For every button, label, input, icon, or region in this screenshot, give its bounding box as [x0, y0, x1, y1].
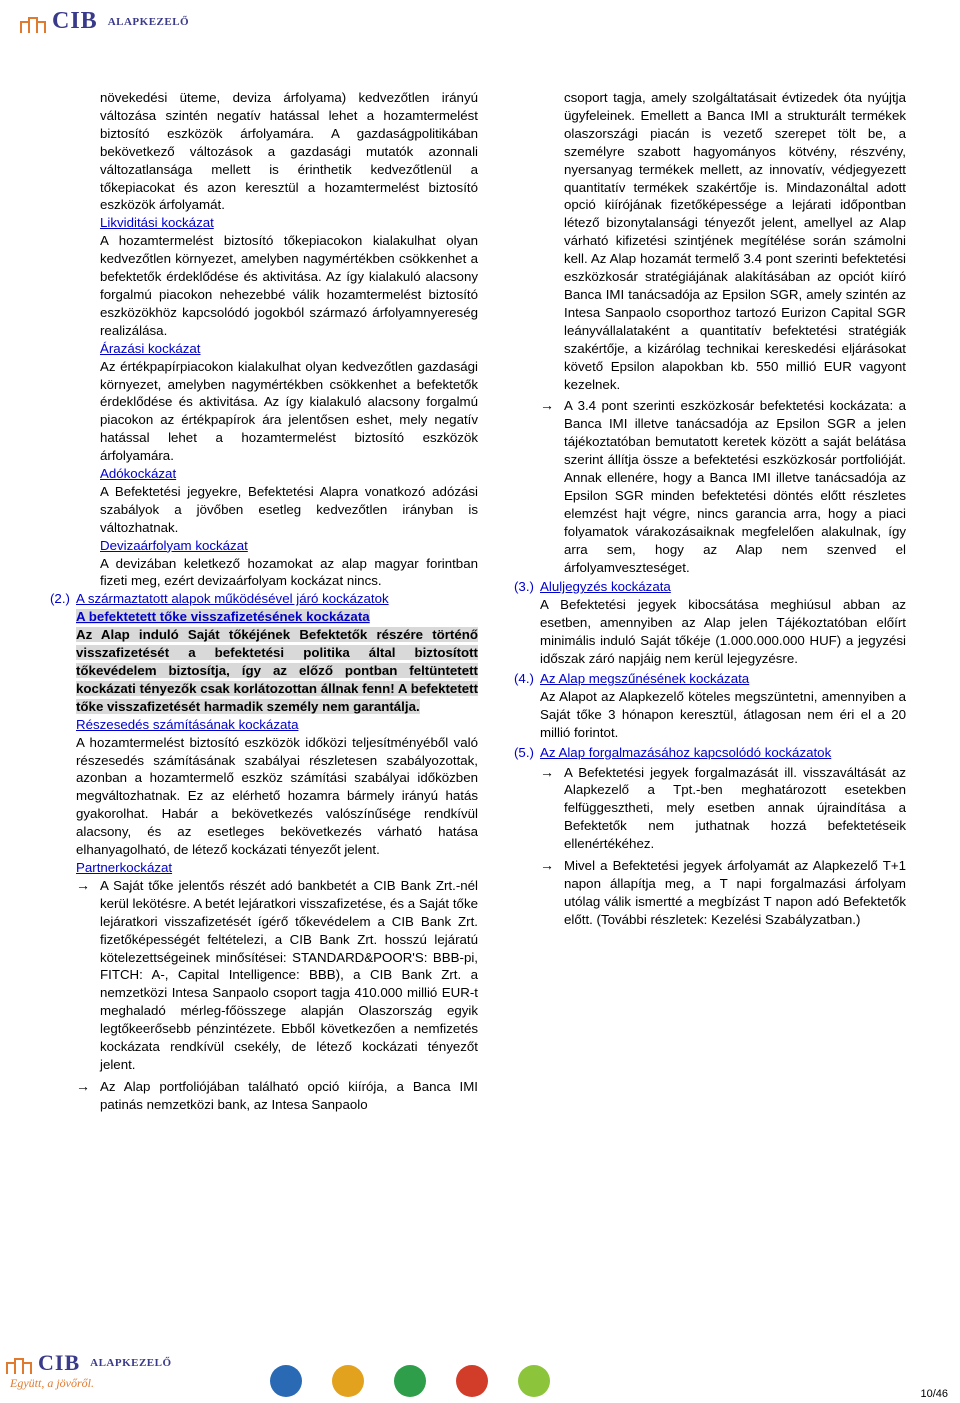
partner-risk-heading[interactable]: Partnerkockázat	[76, 859, 173, 875]
logo-icon	[6, 1352, 32, 1374]
left-column	[50, 89, 478, 1114]
capital-risk-text: Az Alap induló Saját tőkéjének Befektetők részére történő visszafizetését a befektetési politika által biztosított tőkevédelem biztosítja, így az előző pontban feltüntetett kockázati tényezők csak korlátozottan állnak fenn! A befektetett tőke visszafizetését harmadik személy nem garantálja.	[76, 627, 478, 714]
tax-risk-heading[interactable]: Adókockázat	[100, 466, 177, 482]
footer-brand-name: CIB	[38, 1350, 81, 1375]
footer-tagline: Együtt, a jövőről.	[10, 1376, 94, 1390]
partner-item	[76, 1078, 478, 1114]
page-number: 10/46	[920, 1388, 948, 1400]
continuation-text: csoport tagja, amely szolgáltatásait évtizedek óta nyújtja ügyfeleinek. Emellett a Banca IMI a strukturált termékek olaszországi piacán is vezető szerepet tölt be, a személyre szabott hagyományos kötvény, részvény, nyersanyag termékek mellett, az innovatív, védjegyezett quantitatív termékek szakértője is. Mindazonáltal adott opció kiírójának fizetőképessége a lejárati időpontban létező bizonytalansági tényezőt jelent, amellyel az Alap várható kifizetési szintjének megítélése során számolni kell. Az Alap hozamát termelő 3.4 pont szerinti befektetési eszközkosár stratégiájának alakításában az opciót kiíró Banca IMI tanácsadója az Epsilon SGR, amely szintén az Intesa Sanpaolo csoporthoz tartozó Eurizon Capital SGR leányvállalataként a quantitatív befektetési stratégiák szakértője, a kizárólag technikai kereskedési eljárásokat követő Epsilon alapokban kb. 550 millió EUR vagyont kezelnek.	[564, 90, 906, 392]
section-2-number: (2.)	[50, 591, 70, 607]
decorative-dot	[456, 1365, 488, 1397]
section-3	[514, 578, 906, 668]
basket-risk-item	[540, 397, 906, 576]
footer-decoration	[270, 1365, 550, 1397]
decorative-dot	[270, 1365, 302, 1397]
section-4	[514, 670, 906, 742]
section-3-text: A Befektetési jegyek kibocsátása meghiúsul abban az esetben, amennyiben az Alap jelen Tájékoztatóban előírt minimális induló Saját tőkéje (1.000.000.000 HUF) a jegyzési időszak záró napjáig nem kerül lejegyzésre.	[540, 597, 906, 667]
decorative-dot	[332, 1365, 364, 1397]
section-3-number: (3.)	[514, 579, 534, 595]
fx-risk-heading[interactable]: Devizaárfolyam kockázat	[100, 537, 248, 553]
footer-brand-subtitle: ALAPKEZELŐ	[90, 1357, 172, 1369]
section-2	[50, 590, 478, 608]
pricing-risk-text: Az értékpapírpiacokon kialakulhat olyan kedvezőtlen gazdasági környezet, amelyben nagymértékben csökkenhet a befektetők érdeklődése és aktivitása. Az így kialakuló alacsony forgalmú piacokon az értékpapírok ára jelentősen eshet, mely negatív hatással lehet a hozamtermelést biztosító eszközök árfolyamára.	[100, 358, 478, 464]
participation-risk-heading[interactable]: Részesedés számításának kockázata	[76, 716, 299, 732]
basket-risk-text: A 3.4 pont szerinti eszközkosár befektetési kockázata: a Banca IMI illetve tanácsadója az Epsilon SGR a jelen tájékoztatóban bemutatott keretek között a saját belátása szerint állítja össze a befektetési eszközkosár portfolióját. Annak ellenére, hogy a Banca IMI illetve tanácsadója az Epsilon SGR minden befektetési döntés előtt részletes elemzést hajt végre, nincs garancia arra, hogy a piaci folyamatok várakozásaiknak megfelelően alakulnak, így arra sem, hogy az Alap nem szenved el árfolyamveszteséget.	[564, 398, 906, 575]
continuation-block	[564, 89, 906, 393]
arrow-icon: →	[540, 857, 554, 874]
section-2-body	[76, 608, 478, 1113]
arrow-icon: →	[76, 876, 90, 893]
section-5	[514, 744, 906, 762]
brand-name: CIB	[52, 8, 98, 34]
distribution-item	[540, 764, 906, 854]
section-4-number: (4.)	[514, 671, 534, 686]
section-5-heading[interactable]: Az Alap forgalmazásához kapcsolódó kockázatok	[540, 744, 832, 760]
brand-subtitle: ALAPKEZELŐ	[107, 15, 190, 28]
logo-icon	[20, 11, 46, 33]
partner-item-text: A Saját tőke jelentős részét adó bankbetét a CIB Bank Zrt.-nél kerül lekötésre. A betét lejáratkori visszafizetése, és a Saját tőke lejáratkori visszafizetését ígérő tőkevédelem a CIB Bank Zrt. fizetőképességét feltételezi, a CIB Bank Zrt. hosszú lejáratú kötelezettségeinek minősítései: STANDARD&POOR'S: BBB-pi, FITCH: A-, Capital Intelligence: BBB), a CIB Bank Zrt. a nemzetközi Intesa Sanpaolo csoport tagja 410.000 millió EUR-t meghaladó mérleg-főösszege alapján Olaszország egyik legtőkeerősebb pénzintézete. Ebből következően a nemfizetés kockázata rendkívül csekély, de létező kockázati tényezőt jelent.	[100, 877, 478, 1072]
section-2-heading[interactable]: A származtatott alapok működésével járó kockázatok	[76, 591, 389, 607]
decorative-dot	[394, 1365, 426, 1397]
tax-risk-text: A Befektetési jegyekre, Befektetési Alapra vonatkozó adózási szabályok a jövőben esetleg kedvezőtlen irányban is változhatnak.	[100, 483, 478, 535]
arrow-icon: →	[76, 1077, 90, 1094]
section-3-heading[interactable]: Aluljegyzés kockázata	[540, 579, 671, 595]
section-5-number: (5.)	[514, 744, 534, 760]
distribution-item-text: Mivel a Befektetési jegyek árfolyamát az Alapkezelő T+1 napon állapítja meg, a T napi forgalmazási árfolyam utólag válik ismertté a megbízást T napon adó Befektetők előtt. (További részletek: Kezelési Szabályzatban.)	[564, 858, 906, 927]
footer-logo	[6, 1350, 172, 1391]
partner-item-text: Az Alap portfoliójában található opció kiírója, a Banca IMI patinás nemzetközi bank, az Intesa Sanpaolo	[100, 1078, 478, 1112]
partner-item	[76, 877, 478, 1074]
distribution-item-text: A Befektetési jegyek forgalmazását ill. visszaváltását az Alapkezelő a Tpt.-ben meghatározott esetekben felfüggesztheti, mely esetben annak újraindítása a Befektetők nem juthatnak hozzá befektetéseik ellenértékéhez.	[564, 764, 906, 852]
distribution-item	[540, 857, 906, 929]
liquidity-risk-text: A hozamtermelést biztosító tőkepiacokon kialakulhat olyan kedvezőtlen környezet, amelyben nagymértékben csökkenhet a befektetők érdeklődése és aktivitása. Az így kialakuló alacsony forgalmú piacokon nehezebbé válik hozamtermelést biztosító eszközökhöz kapcsolódó jogokból származó árfolyamnyereség realizálása.	[100, 233, 478, 338]
participation-risk-text: A hozamtermelést biztosító eszközök időközi teljesítményéből való részesedés számításának szabályai részletesen szabályozottak, azonban a hozamtermelő eszköz számítási szabályai időközben megváltozhatnak. Ez az elérhető hozamra bármely irányú hatás gyakorolhat. Habár a bekövetkezés valószínűsége rendkívül alacsony, és az esetleges bekövetkezés várható hatása elhanyagolható, de létező kockázati tényezőt jelent.	[76, 734, 478, 858]
liquidity-risk-heading[interactable]: Likviditási kockázat	[100, 215, 214, 231]
fx-risk-text: A devizában keletkező hozamokat az alap magyar forintban fizeti meg, ezért devizaárfolyam kockázat nincs.	[100, 555, 478, 589]
header-logo	[20, 8, 189, 35]
pricing-risk-heading[interactable]: Árazási kockázat	[100, 340, 201, 356]
right-column	[514, 89, 906, 929]
section-4-heading[interactable]: Az Alap megszűnésének kockázata	[540, 671, 750, 686]
intro-paragraph: növekedési üteme, deviza árfolyama) kedvezőtlen irányú változása szintén negatív hatással lehet a hozamtermelést biztosító eszközök árfolyamára. A gazdaságpolitikában bekövetkező változások a gazdasági mutatók azonnali változatlansága mellett is érinthetik kedvezőtlenül a tőkepiacokat és azon keresztül a hozamtermelést biztosító eszközök árfolyamát.	[100, 90, 478, 213]
arrow-icon: →	[540, 397, 554, 414]
capital-risk-heading[interactable]: A befektetett tőke visszafizetésének kockázata	[76, 609, 370, 625]
arrow-icon: →	[540, 763, 554, 780]
section-4-text: Az Alapot az Alapkezelő köteles megszüntetni, amennyiben a Saját tőke 3 hónapon keresztül, átlagosan nem éri el a 20 millió forintot.	[540, 688, 906, 740]
decorative-dot	[518, 1365, 550, 1397]
